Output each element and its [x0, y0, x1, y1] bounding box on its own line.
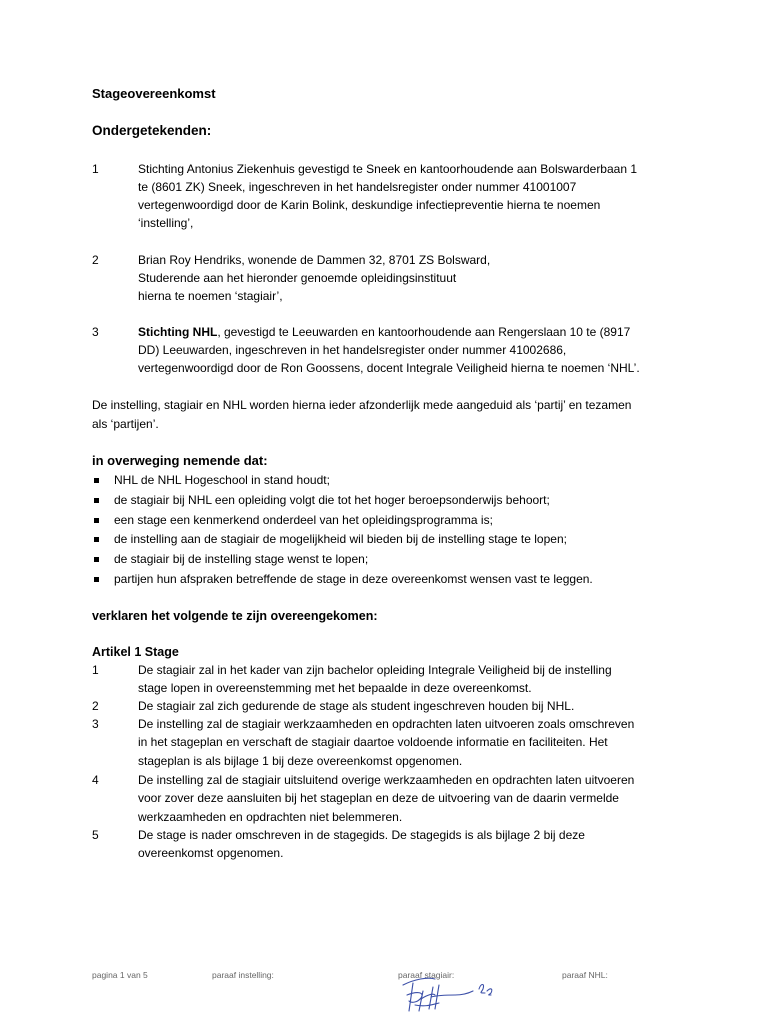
party-line: ‘instelling’, — [138, 216, 194, 230]
article-item-number: 5 — [92, 828, 99, 842]
article-line: overeenkomst opgenomen. — [138, 846, 284, 861]
consideration-item — [92, 511, 692, 531]
article-item-text — [138, 697, 698, 715]
party-number: 3 — [92, 325, 99, 339]
square-bullet-icon — [94, 498, 99, 503]
article-line: De instelling zal de stagiair uitsluitend overige werkzaamheden en opdrachten laten uitvoeren — [138, 773, 635, 787]
party-line: vertegenwoordigd door de Karin Bolink, deskundige infectiepreventie hierna te noemen — [138, 198, 601, 212]
article-line: voor zover deze aansluiten bij het stageplan en deze de uitvoering van de daarin vermelde — [138, 791, 619, 806]
party-line: Studerende aan het hieronder genoemde opleidingsinstituut — [138, 271, 457, 285]
party-text — [138, 323, 698, 377]
article-line: De stagiair zal in het kader van zijn bachelor opleiding Integrale Veiligheid bij de instelling — [138, 663, 612, 677]
consideration-item — [92, 570, 692, 590]
party-text — [138, 251, 698, 305]
initial-nhl-label: paraaf NHL: — [562, 970, 608, 980]
article-item-text — [138, 826, 698, 863]
consideration-text: een stage een kenmerkend onderdeel van het opleidingsprogramma is; — [114, 512, 493, 527]
article-line: De stagiair zal zich gedurende de stage als student ingeschreven houden bij NHL. — [138, 699, 575, 713]
article-item-text — [138, 771, 698, 826]
party-line: DD) Leeuwarden, ingeschreven in het handelsregister onder nummer 41002686, — [138, 343, 567, 357]
square-bullet-icon — [94, 537, 99, 542]
consideration-item — [92, 491, 692, 511]
article-item-number: 4 — [92, 773, 99, 787]
article-line: stageplan is als bijlage 1 bij deze overeenkomst opgenomen. — [138, 753, 463, 768]
note-line: De instelling, stagiair en NHL worden hierna ieder afzonderlijk mede aangeduid als ‘partij’ en tezamen — [92, 398, 632, 412]
article-line: stage lopen in overeenstemming met het bepaalde in deze overeenkomst. — [138, 681, 532, 696]
document-title: Stageovereenkomst — [92, 86, 216, 101]
consideration-text: NHL de NHL Hogeschool in stand houdt; — [114, 473, 330, 487]
article-line: De stage is nader omschreven in de stagegids. De stagegids is als bijlage 2 bij deze — [138, 828, 585, 842]
square-bullet-icon — [94, 518, 99, 523]
article-item-number: 3 — [92, 717, 99, 731]
page-number: pagina 1 van 5 — [92, 970, 148, 980]
party-line: te (8601 ZK) Sneek, ingeschreven in het handelsregister onder nummer 41001007 — [138, 180, 577, 194]
parties-note — [92, 396, 692, 434]
party-line: Stichting Antonius Ziekenhuis gevestigd te Sneek en kantoorhoudende aan Bolswarderbaan 1 — [138, 162, 638, 176]
article-item-text — [138, 661, 698, 698]
note-line: als ‘partijen’. — [92, 417, 159, 431]
article-item-number: 1 — [92, 663, 99, 677]
square-bullet-icon — [94, 478, 99, 483]
handwritten-signature-icon — [395, 965, 505, 1015]
consideration-text: de stagiair bij de instelling stage wenst te lopen; — [114, 552, 369, 567]
initial-intern-label: paraaf stagiair: — [398, 970, 455, 980]
article-heading: Artikel 1 Stage — [92, 645, 179, 659]
consideration-list — [92, 471, 692, 590]
party-name-bold: Stichting NHL — [138, 325, 218, 339]
party-line-rest: , gevestigd te Leeuwarden en kantoorhoudende aan Rengerslaan 10 te (8917 — [217, 325, 631, 339]
party-line — [138, 323, 698, 341]
initial-institution-label: paraaf instelling: — [212, 970, 274, 980]
article-line: werkzaamheden en opdrachten niet belemmeren. — [138, 809, 403, 824]
parties-heading: Ondergetekenden: — [92, 123, 212, 138]
article-item-number: 2 — [92, 699, 99, 713]
consideration-text: de stagiair bij NHL een opleiding volgt die tot het hoger beroepsonderwijs behoort; — [114, 492, 550, 507]
party-text — [138, 160, 698, 232]
square-bullet-icon — [94, 577, 99, 582]
consideration-item — [92, 471, 692, 491]
party-number: 2 — [92, 253, 99, 267]
consideration-heading: in overweging nemende dat: — [92, 453, 268, 468]
party-line: hierna te noemen ‘stagiair’, — [138, 289, 283, 303]
consideration-item — [92, 530, 692, 550]
party-line: Brian Roy Hendriks, wonende de Dammen 32, 8701 ZS Bolsward, — [138, 253, 491, 267]
party-line: vertegenwoordigd door de Ron Goossens, docent Integrale Veiligheid hierna te noemen ‘NHL’. — [138, 361, 640, 375]
article-line: in het stageplan en verschaft de stagiair daartoe voldoende informatie en faciliteiten. Het — [138, 735, 608, 750]
agreement-heading: verklaren het volgende te zijn overeengekomen: — [92, 609, 378, 623]
article-line: De instelling zal de stagiair werkzaamheden en opdrachten laten uitvoeren zoals omschreven — [138, 717, 635, 731]
consideration-text: partijen hun afspraken betreffende de stage in deze overeenkomst wensen vast te leggen. — [114, 571, 593, 586]
article-item-text — [138, 715, 698, 770]
party-number: 1 — [92, 162, 99, 176]
square-bullet-icon — [94, 557, 99, 562]
consideration-text: de instelling aan de stagiair de mogelijkheid wil bieden bij de instelling stage te lopen; — [114, 532, 567, 547]
consideration-item — [92, 550, 692, 570]
